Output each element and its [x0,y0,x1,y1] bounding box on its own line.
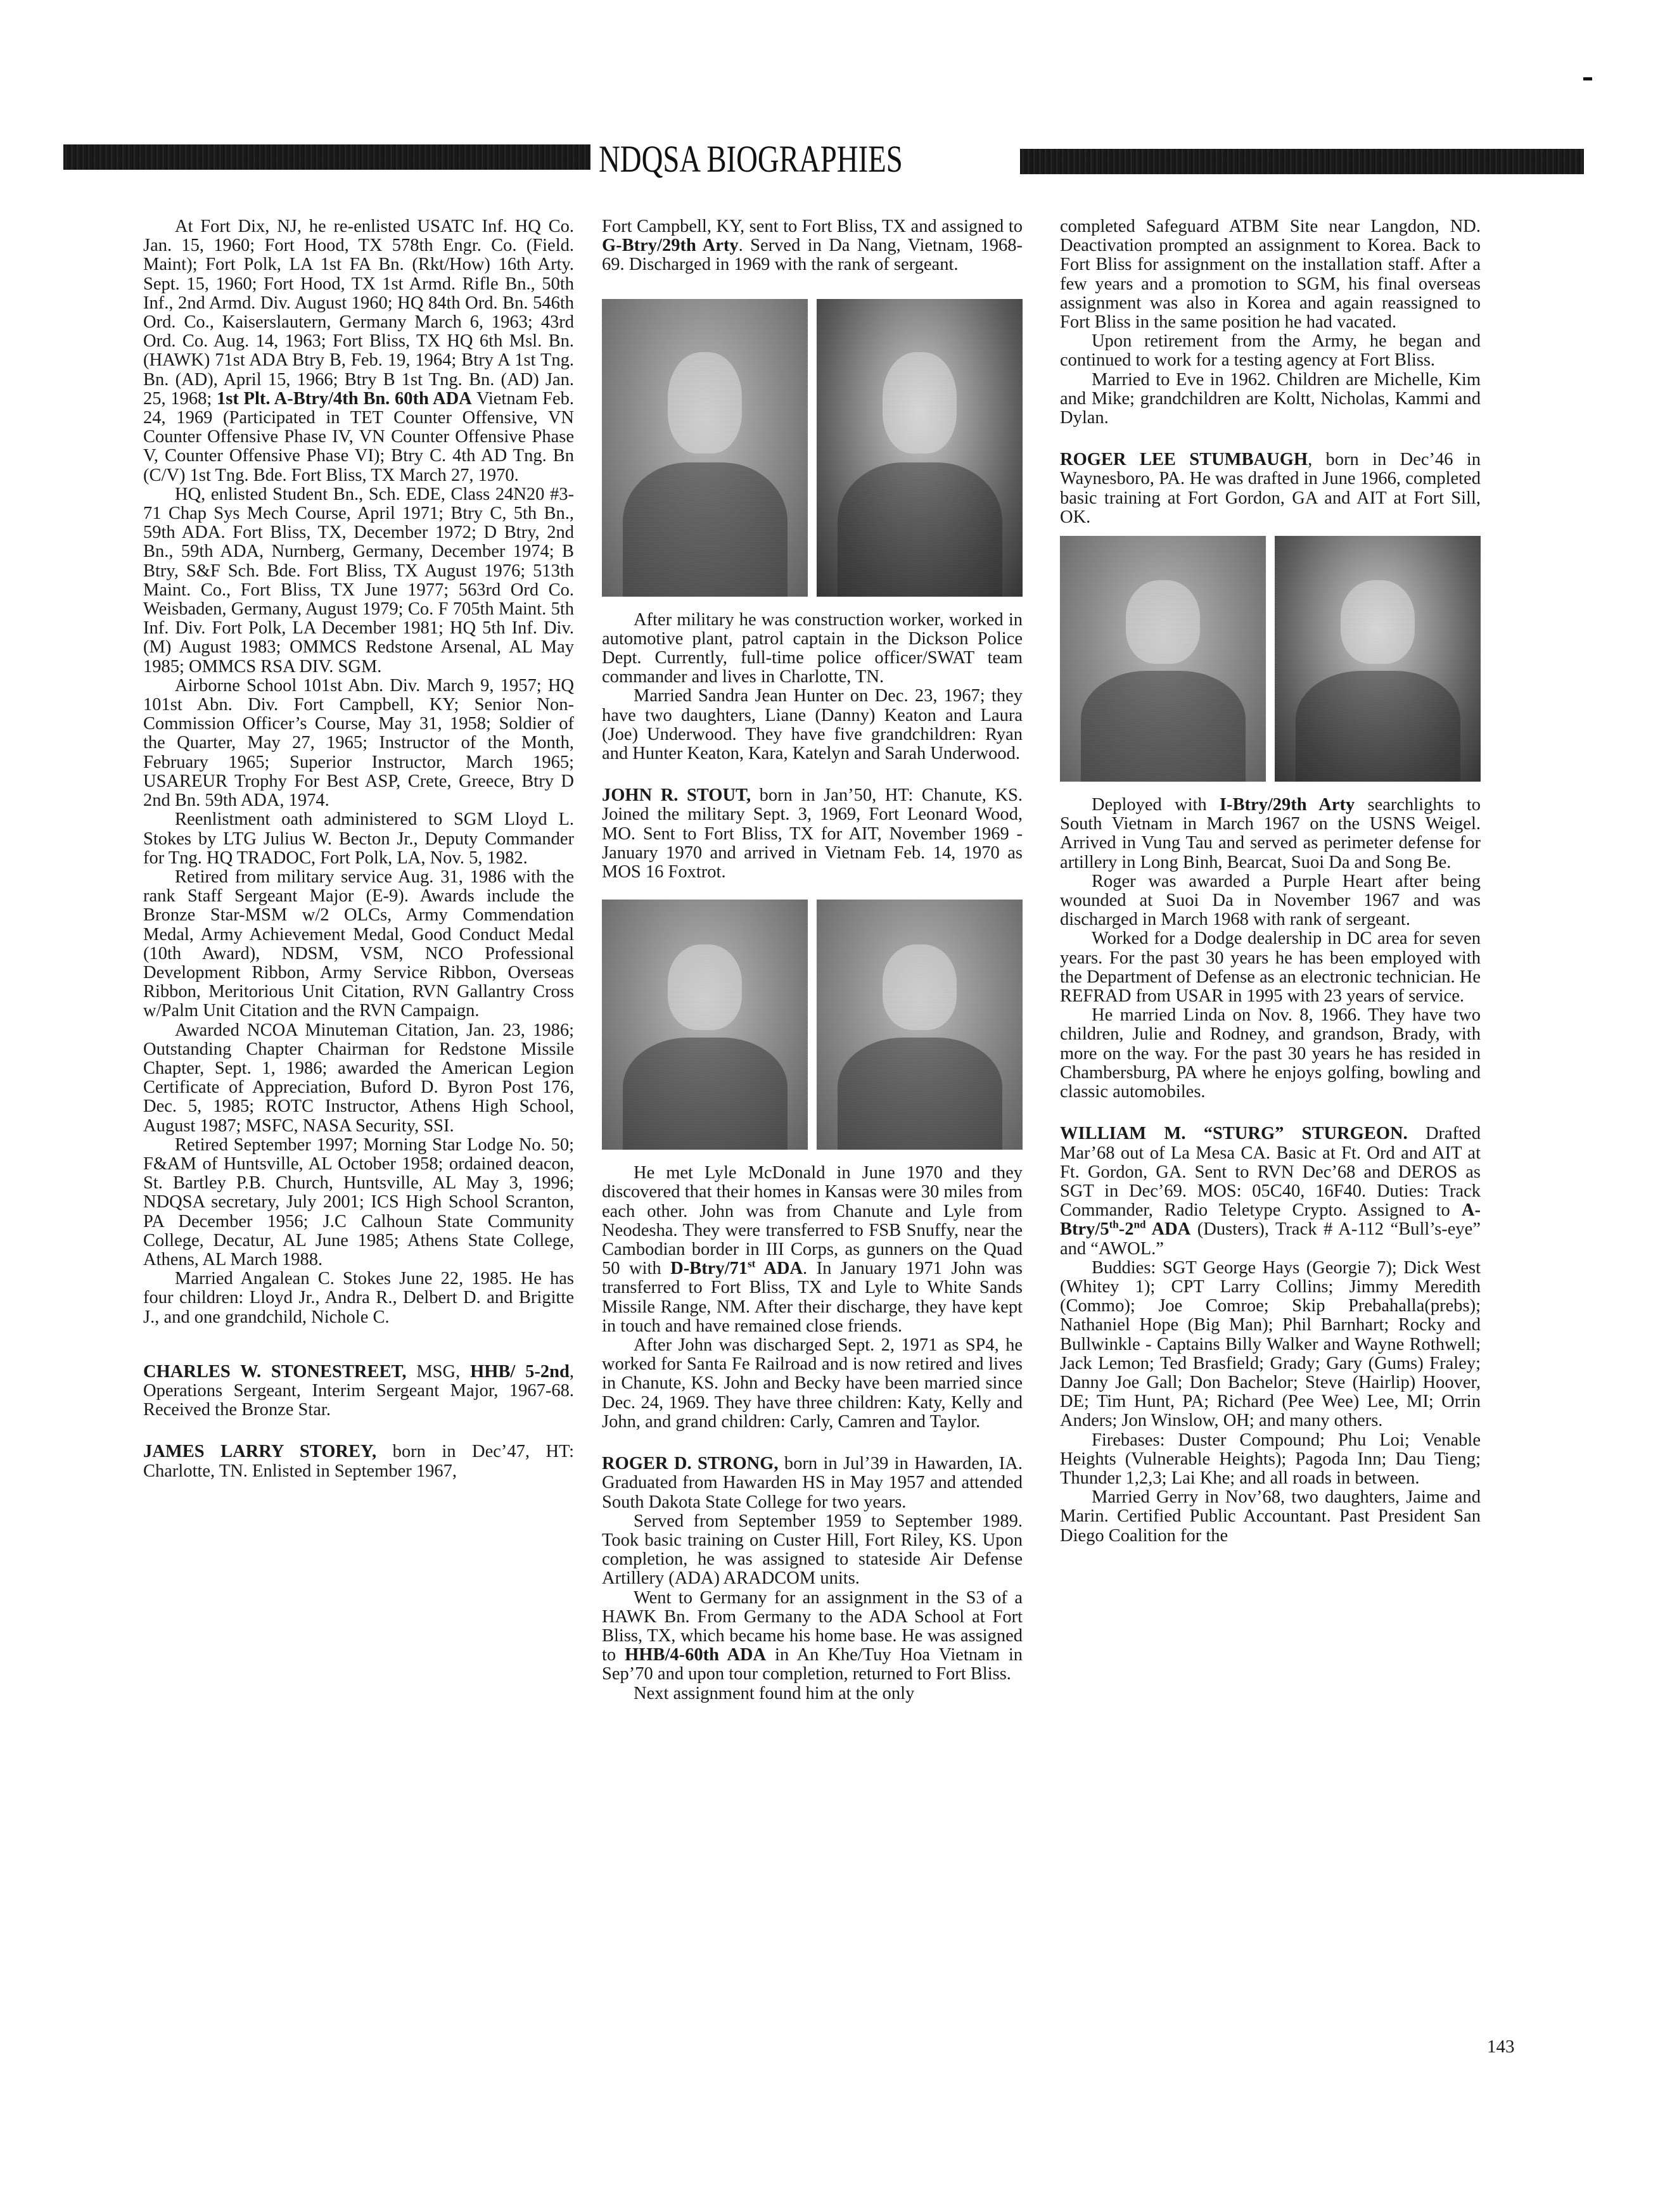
unit-name: 1st Plt. A-Btry/4th Bn. 60th ADA [216,388,472,409]
bio-paragraph: completed Safeguard ATBM Site near Langdon, ND. Deactivation prompted an assignment to Korea. Back to Fort Bliss for assignment on the installation staff. After a few years and a promotion to SGM, his final overseas assignment was also in Korea and again reassigned to Fort Bliss in the same position he had vacated. [1060,217,1481,333]
photo-storey-young [602,299,808,597]
unit-name: HHB/4-60th ADA [625,1645,767,1665]
bio-paragraph: Airborne School 101st Abn. Div. March 9, 1957; HQ 101st Abn. Div. Fort Campbell, KY; Senior Non-Commission Officer’s Course, May 31, 1958; Soldier of the Quarter, May 27, 1965; Instructor of the Month, February 1965; Superior Instructor, March 1965; USAREUR Trophy For Best ASP, Crete, Greece, Btry D 2nd Bn. 59th ADA, 1974. [143,675,574,811]
bio-paragraph: Roger was awarded a Purple Heart after being wounded at Suoi Da in November 1967 and was discharged in March 1968 with rank of sergeant. [1060,871,1481,930]
bio-paragraph: Retired September 1997; Morning Star Lodge No. 50; F&AM of Huntsville, AL October 1958; ordained deacon, St. Bartley P.B. Church, Huntsville, AL May 3, 1996; NDQSA secretary, July 2001; ICS High School Scranton, PA December 1956; J.C Calhoun State Community College, Decatur, AL June 1985; Athens State College, Athens, AL March 1988. [143,1135,574,1269]
section-header [63,138,1584,180]
page-number: 143 [1487,2037,1515,2057]
photo-pair-stout [602,899,1023,1150]
header-bar-right [1020,149,1584,174]
bio-paragraph: HQ, enlisted Student Bn., Sch. EDE, Class 24N20 #3-71 Chap Sys Mech Course, April 1971; Btry C, 5th Bn., 59th ADA. Fort Bliss, TX, December 1972; D Btry, 2nd Bn., 59th ADA, Nurnberg, Germany, December 1974; B Btry, S&F Sch. Bde. Fort Bliss, TX August 1976; 513th Maint. Co., Fort Bliss, TX June 1977; 563rd Ord Co. Weisbaden, Germany, August 1979; Co. F 705th Maint. 5th Inf. Div. Fort Polk, LA December 1981; HQ 5th Inf. Div. (M) August 1983; OMMCS Redstone Arsenal, AL May 1985; OMMCS RSA DIV. SGM. [143,484,574,677]
bio-paragraph: Went to Germany for an assignment in the S3 of a HAWK Bn. From Germany to the ADA School at Fort Bliss, TX, which became his home base. He was assigned to HHB/4-60th ADA in An Khe/Tuy Hoa Vietnam in Sep’70 and upon tour completion, returned to Fort Bliss. [602,1587,1023,1684]
bio-paragraph: Married Angalean C. Stokes June 22, 1985. He has four children: Lloyd Jr., Andra R., Delbert D. and Brigitte J., and one grandchild, Nichole C. [143,1269,574,1327]
bio-paragraph: Married Sandra Jean Hunter on Dec. 23, 1967; they have two daughters, Liane (Danny) Keaton and Laura (Joe) Underwood. They have five grandchildren: Ryan and Hunter Keaton, Kara, Katelyn and Sarah Underwood. [602,686,1023,764]
photo-pair-storey [602,299,1023,597]
bio-paragraph: Upon retirement from the Army, he began and continued to work for a testing agency at Fort Bliss. [1060,331,1481,371]
unit-name: G-Btry/29th Arty [602,236,739,256]
bio-paragraph: He married Linda on Nov. 8, 1966. They have two children, Julie and Rodney, and grandson, Brady, with more on the way. For the past 30 years he has resided in Chambersburg, PA where he enjoys golfing, bowling and classic automobiles. [1060,1005,1481,1102]
column-2 [602,217,1023,1703]
column-1 [143,217,574,1481]
photo-pair-stumbaugh [1060,536,1481,782]
bio-entry-stout: JOHN R. STOUT, born in Jan’50, HT: Chanute, KS. Joined the military Sept. 3, 1969, Fort Leonard Wood, MO. Sent to Fort Bliss, TX for AIT, November 1969 - January 1970 and arrived in Vietnam Feb. 14, 1970 as MOS 16 Foxtrot. [602,785,1023,882]
photo-stout-current [817,899,1023,1150]
scan-mark [1583,77,1592,80]
bio-entry-sturgeon: WILLIAM M. “STURG” STURGEON. Drafted Mar’68 out of La Mesa CA. Basic at Ft. Ord and AIT at Ft. Gordon, GA. Sent to RVN Dec’68 and DEROS as SGT in Dec’69. MOS: 05C40, 16F40. Duties: Track Commander, Radio Teletype Crypto. Assigned to A-Btry/5th-2nd ADA (Dusters), Track # A-112 “Bull’s-eye” and “AWOL.” [1060,1124,1481,1259]
photo-stumbaugh-young [1060,536,1266,782]
person-name: JAMES LARRY STOREY, [143,1442,377,1462]
bio-entry-strong: ROGER D. STRONG, born in Jul’39 in Hawarden, IA. Graduated from Hawarden HS in May 1957 and attended South Dakota State College for two years. [602,1454,1023,1512]
bio-paragraph: At Fort Dix, NJ, he re-enlisted USATC Inf. HQ Co. Jan. 15, 1960; Fort Hood, TX 578th Engr. Co. (Field. Maint); Fort Polk, LA 1st FA Bn. (Rkt/How) 16th Arty. Sept. 15, 1960; Fort Hood, TX 1st Armd. Rifle Bn., 50th Inf., 2nd Armd. Div. August 1960; HQ 84th Ord. Bn. 546th Ord. Co., Kaiserslautern, Germany March 6, 1963; 43rd Ord. Co. Aug. 14, 1963; Fort Bliss, TX HQ 6th Msl. Bn. (HAWK) 71st ADA Btry B, Feb. 19, 1964; Btry A 1st Tng. Bn. (AD), April 15, 1966; Btry B 1st Tng. Bn. (AD) Jan. 25, 1968; 1st Plt. A-Btry/4th Bn. 60th ADA Vietnam Feb. 24, 1969 (Participated in TET Counter Offensive, VN Counter Offensive Phase IV, VN Counter Offensive Phase V, Counter Offensive Phase VI); Btry C. 4th AD Tng. Bn (C/V) 1st Tng. Bde. Fort Bliss, TX March 27, 1970. [143,217,574,485]
bio-paragraph: Fort Campbell, KY, sent to Fort Bliss, TX and assigned to G-Btry/29th Arty. Served in Da Nang, Vietnam, 1968-69. Discharged in 1969 with the rank of sergeant. [602,217,1023,275]
photo-storey-current [817,299,1023,597]
bio-paragraph: Firebases: Duster Compound; Phu Loi; Venable Heights (Vulnerable Heights); Pagoda Inn; Dau Tieng; Thunder 1,2,3; Lai Khe; and all roads in between. [1060,1430,1481,1488]
unit-name: A-Btry/5th-2nd ADA [1060,1200,1481,1240]
photo-stumbaugh-current [1275,536,1481,782]
bio-paragraph: After John was discharged Sept. 2, 1971 as SP4, he worked for Santa Fe Railroad and is now retired and lives in Chanute, KS. John and Becky have been married since Dec. 24, 1969. They have three children: Katy, Kelly and John, and grand children: Carly, Camren and Taylor. [602,1335,1023,1432]
bio-paragraph: Buddies: SGT George Hays (Georgie 7); Dick West (Whitey 1); CPT Larry Collins; Jimmy Meredith (Commo); Joe Comroe; Skip Prebahalla(prebs); Nathaniel Hope (Big Man); Phil Barnhart; Rocky and Bullwinkle - Captains Billy Walker and Wayne Rothwell; Jack Lemon; Ted Brasfield; Grady; Gary (Gums) Fraley; Danny Joe Gall; Don Bachelor; Steve (Hairlip) Hoover, DE; Tim Hunt, PA; Richard (Pee Wee) Lee, MI; Orrin Anders; Jon Winslow, OH; and many others. [1060,1257,1481,1431]
bio-entry-storey: JAMES LARRY STOREY, born in Dec’47, HT: Charlotte, TN. Enlisted in September 1967, [143,1442,574,1481]
bio-paragraph: After military he was construction worker, worked in automotive plant, patrol captain in the Dickson Police Dept. Currently, full-time police officer/SWAT team commander and lives in Charlotte, TN. [602,609,1023,687]
bio-entry-stumbaugh: ROGER LEE STUMBAUGH, born in Dec’46 in Waynesboro, PA. He was drafted in June 1966, completed basic training at Fort Gordon, GA and AIT at Fort Sill, OK. [1060,450,1481,527]
bio-paragraph: Worked for a Dodge dealership in DC area for seven years. For the past 30 years he has been employed with the Department of Defense as an electronic technician. He REFRAD from USAR in 1995 with 23 years of service. [1060,929,1481,1007]
bio-paragraph: Married to Eve in 1962. Children are Michelle, Kim and Mike; grandchildren are Koltt, Nicholas, Kammi and Dylan. [1060,369,1481,428]
person-name: WILLIAM M. “STURG” STURGEON. [1060,1124,1408,1144]
person-name: ROGER D. STRONG, [602,1454,779,1474]
bio-paragraph: Reenlistment oath administered to SGM Lloyd L. Stokes by LTG Julius W. Becton Jr., Deputy Commander for Tng. HQ TRADOC, Fort Polk, LA, Nov. 5, 1982. [143,810,574,868]
bio-entry-stonestreet: CHARLES W. STONESTREET, MSG, HHB/ 5-2nd, Operations Sergeant, Interim Sergeant Major, 1967-68. Received the Bronze Star. [143,1361,574,1420]
unit-name: HHB/ 5-2nd [470,1361,570,1382]
bio-paragraph: Retired from military service Aug. 31, 1986 with the rank Staff Sergeant Major (E-9). Awards include the Bronze Star-MSM w/2 OLCs, Army Commendation Medal, Army Achievement Medal, Good Conduct Medal (10th Award), NDSM, VSM, NCO Professional Development Ribbon, Army Service Ribbon, Overseas Ribbon, Meritorious Unit Citation, RVN Gallantry Cross w/Palm Unit Citation and the RVN Campaign. [143,867,574,1021]
photo-stout-young [602,899,808,1150]
bio-paragraph: Served from September 1959 to September 1989. Took basic training on Custer Hill, Fort Riley, KS. Upon completion, he was assigned to stateside Air Defense Artillery (ADA) ARADCOM units. [602,1511,1023,1589]
person-name: ROGER LEE STUMBAUGH [1060,450,1308,470]
column-3 [1060,217,1481,1546]
bio-paragraph: Deployed with I-Btry/29th Arty searchlights to South Vietnam in March 1967 on the USNS Weigel. Arrived in Vung Tau and served as perimeter defense for artillery in Long Binh, Bearcat, Suoi Da and Song Be. [1060,795,1481,872]
unit-name: D-Btry/71st ADA [670,1257,803,1279]
person-name: JOHN R. STOUT, [602,785,751,806]
bio-paragraph: Awarded NCOA Minuteman Citation, Jan. 23, 1986; Outstanding Chapter Chairman for Redstone Missile Chapter, Sept. 1, 1986; awarded the American Legion Certificate of Appreciation, Buford D. Byron Post 176, Dec. 5, 1985; ROTC Instructor, Athens High School, August 1987; MSFC, NASA Security, SSI. [143,1020,574,1136]
section-title: NDQSA BIOGRAPHIES [599,138,903,180]
bio-paragraph: Next assignment found him at the only [634,1683,915,1703]
person-name: CHARLES W. STONESTREET, [143,1361,407,1382]
unit-name: I-Btry/29th Arty [1219,795,1355,815]
bio-paragraph: Married Gerry in Nov’68, two daughters, Jaime and Marin. Certified Public Accountant. Past President San Diego Coalition for the [1060,1487,1481,1546]
bio-paragraph: He met Lyle McDonald in June 1970 and they discovered that their homes in Kansas were 30 miles from each other. John was from Chanute and Lyle from Neodesha. They were transferred to FSB Snuffy, near the Cambodian border in III Corps, as gunners on the Quad 50 with D-Btry/71st ADA. In January 1971 John was transferred to Fort Bliss, TX and Lyle to White Sands Missile Range, NM. After their discharge, they have kept in touch and have remained close friends. [602,1163,1023,1336]
header-bar-left [63,144,590,170]
